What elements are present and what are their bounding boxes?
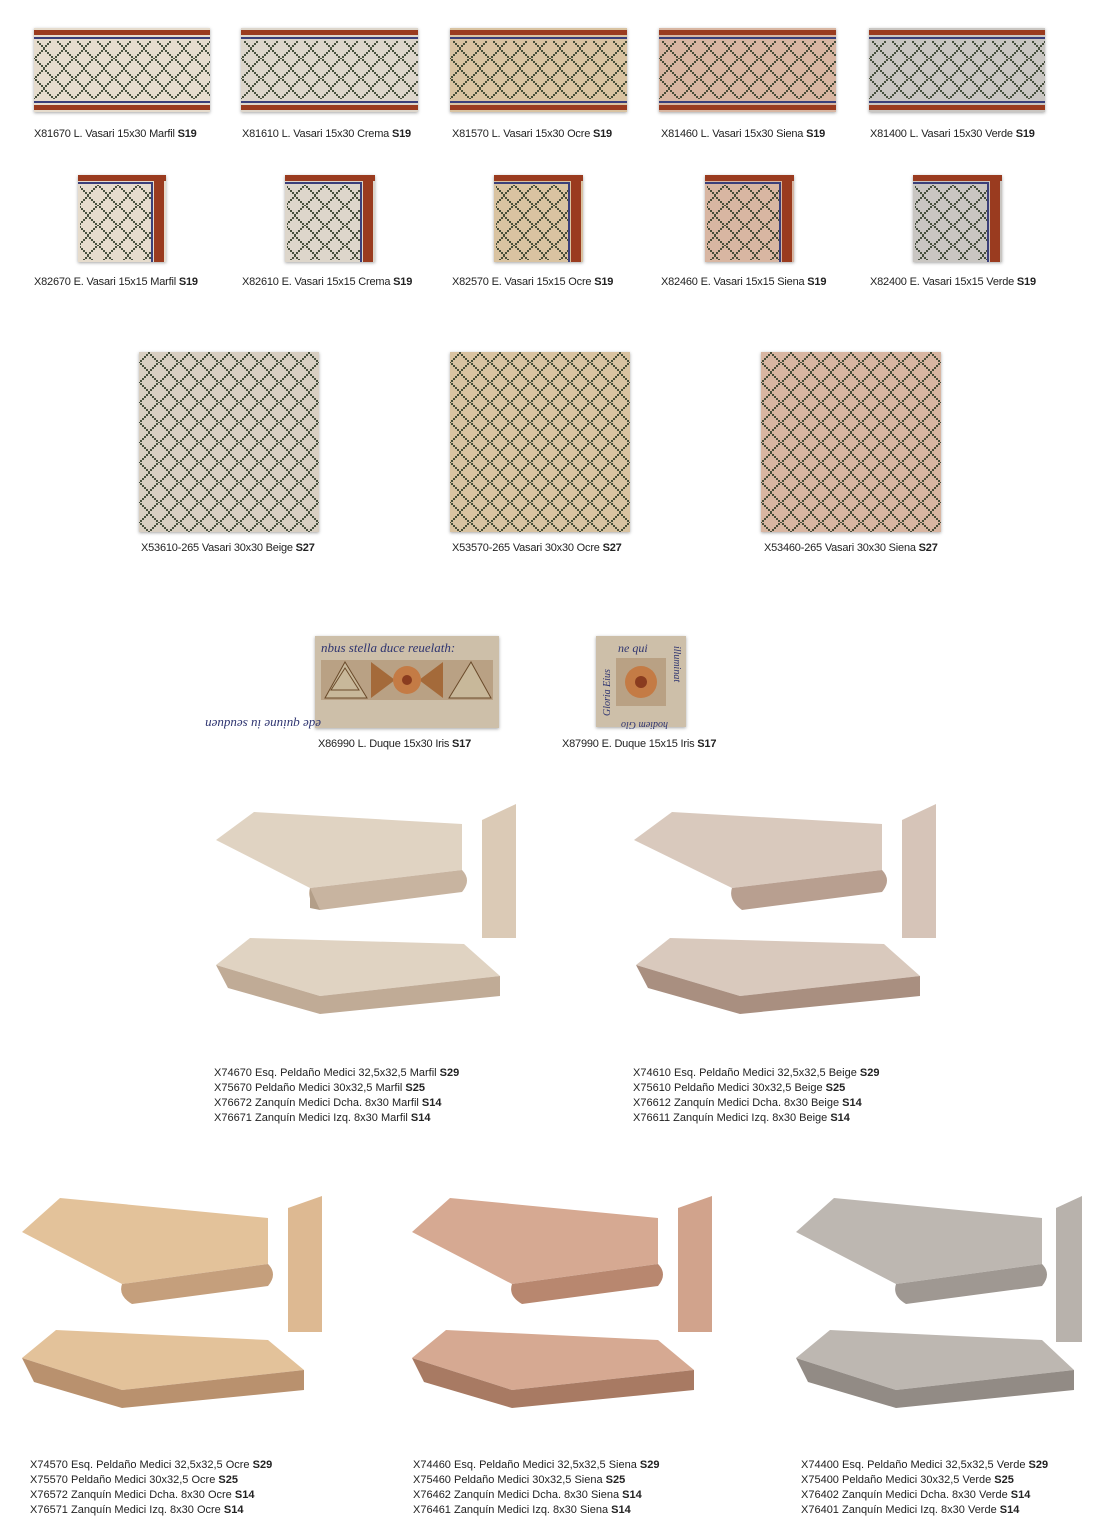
big-tile-caption: X53460-265 Vasari 30x30 Siena S27 — [764, 542, 938, 554]
big-tile-siena — [761, 352, 941, 532]
step-caption-line: X74570 Esq. Peldaño Medici 32,5x32,5 Ocre S29 — [30, 1459, 273, 1471]
step-caption-line: X76461 Zanquín Medici Izq. 8x30 Siena S14 — [413, 1504, 631, 1516]
big-tile-caption: X53610-265 Vasari 30x30 Beige S27 — [141, 542, 315, 554]
corner-tile-marfil — [78, 175, 166, 262]
listelo-caption: X81460 L. Vasari 15x30 Siena S19 — [661, 128, 826, 140]
corner-caption: X82610 E. Vasari 15x15 Crema S19 — [242, 276, 413, 288]
step-caption-line: X76672 Zanquín Medici Dcha. 8x30 Marfil S14 — [214, 1097, 442, 1109]
listelo-tile-marfil — [34, 28, 210, 112]
step-caption-line: X76462 Zanquín Medici Dcha. 8x30 Siena S14 — [413, 1489, 642, 1501]
step-caption-marfil — [214, 1066, 459, 1126]
duque-caption: X87990 E. Duque 15x15 Iris S17 — [562, 738, 717, 750]
corner-caption: X82570 E. Vasari 15x15 Ocre S19 — [452, 276, 614, 288]
duque-caption: X86990 L. Duque 15x30 Iris S17 — [318, 738, 472, 750]
step-caption-ocre — [30, 1458, 272, 1518]
corner-caption: X82460 E. Vasari 15x15 Siena S19 — [661, 276, 827, 288]
step-caption-line: X74670 Esq. Peldaño Medici 32,5x32,5 Marfil S29 — [214, 1067, 460, 1079]
duque-corner-text-top: ne qui — [618, 641, 648, 655]
step-caption-line: X75670 Peldaño Medici 30x32,5 Marfil S25 — [214, 1082, 425, 1094]
step-caption-line: X75610 Peldaño Medici 30x32,5 Beige S25 — [633, 1082, 846, 1094]
duque-text-top: nbus stella duce reuelath: — [321, 640, 456, 655]
step-caption-line: X76402 Zanquín Medici Dcha. 8x30 Verde S14 — [801, 1489, 1031, 1501]
listelo-tile-ocre — [450, 28, 627, 112]
listelo-caption: X81570 L. Vasari 15x30 Ocre S19 — [452, 128, 612, 140]
corner-tile-siena — [705, 175, 794, 262]
duque-corner-text-bottom: hodiem Glo — [621, 719, 668, 730]
duque-text-bottom: ede quiune iu seuduen — [205, 717, 321, 732]
step-caption-line: X74400 Esq. Peldaño Medici 32,5x32,5 Verde S29 — [801, 1459, 1049, 1471]
big-tile-caption: X53570-265 Vasari 30x30 Ocre S27 — [452, 542, 622, 554]
corner-tile-crema — [285, 175, 375, 262]
big-tile-ocre — [450, 352, 630, 532]
step-caption-verde — [801, 1458, 1048, 1518]
corner-caption: X82670 E. Vasari 15x15 Marfil S19 — [34, 276, 198, 288]
listelo-tile-siena — [659, 28, 836, 112]
step-caption-line: X76611 Zanquín Medici Izq. 8x30 Beige S14 — [633, 1112, 850, 1124]
duque-corner-tile — [596, 636, 686, 730]
step-caption-line: X76671 Zanquín Medici Izq. 8x30 Marfil S14 — [214, 1112, 431, 1124]
step-group-verde — [792, 1192, 1092, 1442]
step-group-marfil — [210, 800, 530, 1040]
step-caption-line: X75400 Peldaño Medici 30x32,5 Verde S25 — [801, 1474, 1014, 1486]
duque-corner-text-right: illuminat — [671, 646, 682, 683]
step-caption-beige — [633, 1066, 879, 1126]
step-group-beige — [630, 800, 950, 1040]
step-caption-line: X76401 Zanquín Medici Izq. 8x30 Verde S14 — [801, 1504, 1020, 1516]
step-caption-line: X75570 Peldaño Medici 30x32,5 Ocre S25 — [30, 1474, 238, 1486]
listelo-caption: X81610 L. Vasari 15x30 Crema S19 — [242, 128, 411, 140]
corner-caption: X82400 E. Vasari 15x15 Verde S19 — [870, 276, 1036, 288]
corner-tile-ocre — [494, 175, 583, 262]
step-group-siena — [408, 1192, 728, 1442]
step-caption-line: X74460 Esq. Peldaño Medici 32,5x32,5 Siena S29 — [413, 1459, 660, 1471]
big-tile-beige — [139, 352, 319, 532]
step-caption-line: X76572 Zanquín Medici Dcha. 8x30 Ocre S14 — [30, 1489, 255, 1501]
step-caption-line: X76612 Zanquín Medici Dcha. 8x30 Beige S14 — [633, 1097, 862, 1109]
corner-tile-verde — [913, 175, 1002, 262]
step-group-ocre — [18, 1192, 338, 1442]
listelo-tile-crema — [241, 28, 418, 112]
listelo-tile-verde — [869, 28, 1045, 112]
step-caption-line: X74610 Esq. Peldaño Medici 32,5x32,5 Beige S29 — [633, 1067, 880, 1079]
listelo-caption: X81670 L. Vasari 15x30 Marfil S19 — [34, 128, 197, 140]
step-caption-line: X75460 Peldaño Medici 30x32,5 Siena S25 — [413, 1474, 626, 1486]
step-caption-line: X76571 Zanquín Medici Izq. 8x30 Ocre S14 — [30, 1504, 244, 1516]
step-caption-siena — [413, 1458, 659, 1518]
duque-corner-text-left: Gloria Eius — [602, 669, 613, 716]
listelo-caption: X81400 L. Vasari 15x30 Verde S19 — [870, 128, 1035, 140]
duque-listelo-tile — [205, 636, 499, 732]
